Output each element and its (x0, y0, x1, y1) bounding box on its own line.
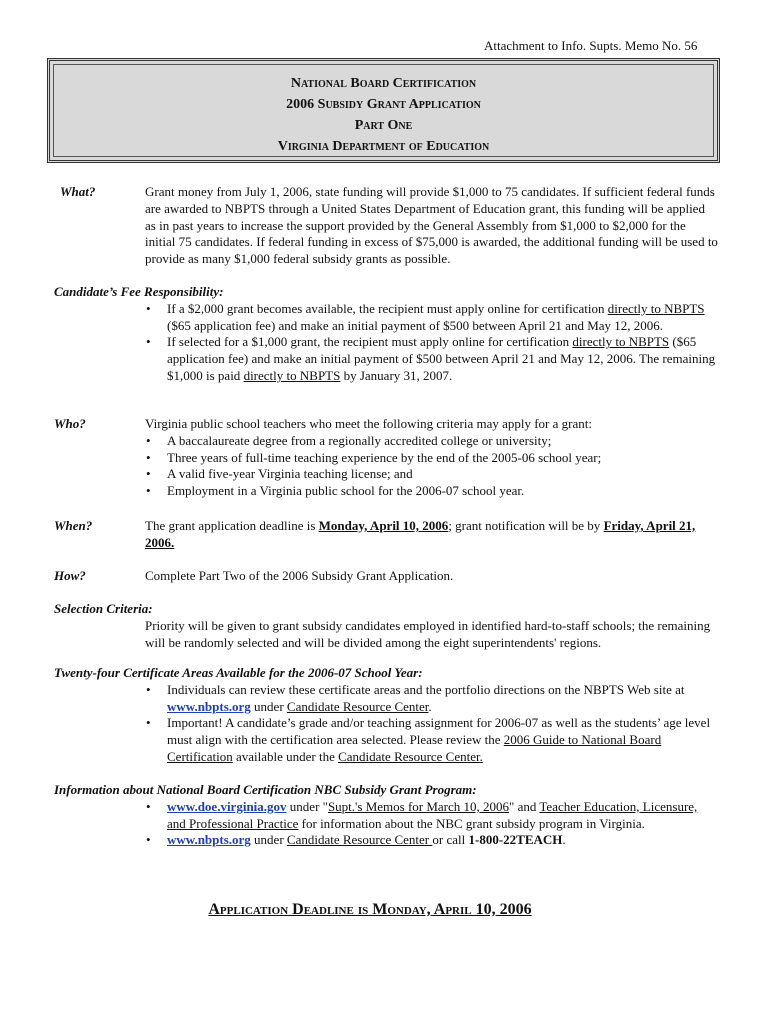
bullet-icon: • (146, 832, 151, 848)
who-item (146, 449, 719, 467)
when-text (145, 518, 719, 552)
who-item-text: A valid five-year Virginia teaching license; and (167, 466, 413, 482)
who-item (146, 466, 719, 483)
title-box-inner (53, 64, 714, 157)
who-item (146, 432, 719, 450)
section-how (54, 568, 719, 585)
deadline-date: Monday, April 10, 2006 (318, 518, 449, 533)
title-box (47, 58, 720, 163)
title-line-4: Virginia Department of Education (277, 139, 490, 154)
who-item-text: Employment in a Virginia public school for the 2006-07 school year. (167, 483, 525, 499)
info-item-1-text: under " (286, 798, 328, 814)
fee-item-1-text-end: ($65 application fee) and make an initial payment of $500 between April 21 and May 12, 2006. (167, 317, 664, 333)
info-list (54, 799, 719, 849)
areas-item-2-text-mid: available under the (232, 748, 339, 764)
application-deadline-footer: Application Deadline is Monday, April 10, 2006 (208, 901, 532, 918)
when-text-mid: ; grant notification will be by (448, 518, 604, 533)
doe-link[interactable]: www.doe.virginia.gov (167, 798, 287, 814)
info-label: Information about National Board Certification NBC Subsidy Grant Program: (54, 782, 477, 797)
areas-item-1-text-mid: under (250, 698, 287, 714)
what-text: Grant money from July 1, 2006, state funding will provide $1,000 to 75 candidates. If sufficient federal funds are awarded to NBPTS through a United States Department of Education grant, this funding will be applied as in past years to increase the support provided by the General Assembly from $1,000 to $2,000 for the initial 75 candidates. If federal funding in excess of $75,000 is awarded, the additional funding will be used to provide as many $1,000 federal subsidy grants as possible. (145, 184, 718, 267)
areas-item-1-text-end: . (428, 698, 432, 714)
when-text-pre: The grant application deadline is (145, 518, 319, 533)
areas-list (54, 682, 719, 766)
bullet-icon: • (146, 798, 151, 814)
who-item-text: A baccalaureate degree from a regionally accredited college or university; (167, 432, 552, 448)
areas-item-2 (146, 715, 719, 765)
fee-item-1-link: directly to NBPTS (607, 300, 705, 316)
info-item-1-text-mid: " and (509, 798, 540, 814)
teacher-education-link[interactable]: Teacher Education, Licensure, and Professional Practice (167, 798, 698, 831)
fee-item-2-text-end: by January 31, 2007. (340, 367, 453, 383)
fee-label: Candidate’s Fee Responsibility: (54, 284, 224, 299)
who-intro: Virginia public school teachers who meet the following criteria may apply for a grant: (145, 416, 592, 431)
section-who (54, 416, 719, 500)
section-fee (54, 284, 719, 385)
section-when (54, 518, 719, 552)
fee-item-1-text: If a $2,000 grant becomes available, the recipient must apply online for certification (167, 300, 608, 316)
bullet-icon: • (146, 715, 151, 731)
fee-item-2-link-2: directly to NBPTS (243, 367, 341, 383)
who-list (54, 433, 719, 500)
bullet-icon: • (146, 432, 151, 448)
info-item-1 (146, 798, 719, 833)
fee-list (54, 301, 719, 385)
section-info (54, 782, 719, 849)
areas-item-2-text: Important! A candidate’s grade and/or teaching assignment for 2006-07 as well as the students’ age level must align with the certification area selected. Please review the (167, 715, 711, 748)
bullet-icon: • (146, 681, 151, 697)
fee-item-2-link: directly to NBPTS (572, 334, 670, 350)
selection-text: Priority will be given to grant subsidy candidates employed in identified hard-to-staff schools; the remaining will be randomly selected and will be divided among the eight superintendents' regions. (145, 617, 711, 650)
who-label: Who? (54, 416, 86, 431)
fee-item-2 (146, 334, 719, 384)
bullet-icon: • (146, 449, 151, 465)
candidate-resource-center-link[interactable]: Candidate Resource Center (286, 832, 433, 848)
what-label: What? (60, 184, 96, 199)
candidate-resource-center-link[interactable]: Candidate Resource Center (286, 698, 429, 714)
section-what (54, 184, 719, 268)
phone-number: 1-800-22TEACH (468, 832, 563, 848)
how-label: How? (54, 568, 86, 583)
areas-label: Twenty-four Certificate Areas Available for the 2006-07 School Year: (54, 665, 423, 680)
supts-memos-link[interactable]: Supt.'s Memos for March 10, 2006 (327, 798, 510, 814)
when-label: When? (54, 518, 93, 533)
fee-item-2-text: If selected for a $1,000 grant, the recipient must apply online for certification (167, 334, 573, 350)
attachment-note: Attachment to Info. Supts. Memo No. 56 (484, 38, 698, 53)
candidate-resource-center-link[interactable]: Candidate Resource Center. (338, 748, 483, 764)
areas-item-1-text: Individuals can review these certificate areas and the portfolio directions on the NBPTS Web site at (167, 681, 685, 697)
section-selection (54, 601, 719, 651)
how-text: Complete Part Two of the 2006 Subsidy Grant Application. (145, 568, 454, 583)
info-item-2-text-end: . (562, 832, 566, 848)
title-line-2: 2006 Subsidy Grant Application (286, 97, 481, 112)
fee-item-2-text-mid: ($65 application fee) and make an initial payment of $500 between April 21 and May 12, 2006. The remaining $1,000 is paid (167, 334, 716, 383)
who-item-text: Three years of full-time teaching experience by the end of the 2005-06 school year; (167, 449, 602, 465)
bullet-icon: • (146, 300, 151, 316)
nbpts-link[interactable]: www.nbpts.org (167, 832, 251, 848)
guide-link[interactable]: 2006 Guide to National Board Certification (167, 732, 662, 764)
info-item-2-text: under (250, 832, 287, 848)
title-line-3: Part One (354, 118, 413, 133)
areas-item-1 (146, 681, 719, 716)
section-certificate-areas (54, 665, 719, 766)
bullet-icon: • (146, 483, 151, 499)
info-item-2-text-mid: or call (432, 832, 469, 848)
bullet-icon: • (146, 466, 151, 482)
info-item-2 (146, 832, 719, 849)
info-item-1-text-end: for information about the NBC grant subsidy program in Virginia. (298, 815, 645, 831)
notification-date: Friday, April 21, 2006. (145, 518, 696, 550)
title-line-1: National Board Certification (290, 76, 477, 91)
bullet-icon: • (146, 334, 151, 350)
who-item (146, 483, 719, 500)
nbpts-link[interactable]: www.nbpts.org (167, 698, 251, 714)
selection-label: Selection Criteria: (54, 601, 153, 616)
fee-item-1 (146, 300, 719, 335)
